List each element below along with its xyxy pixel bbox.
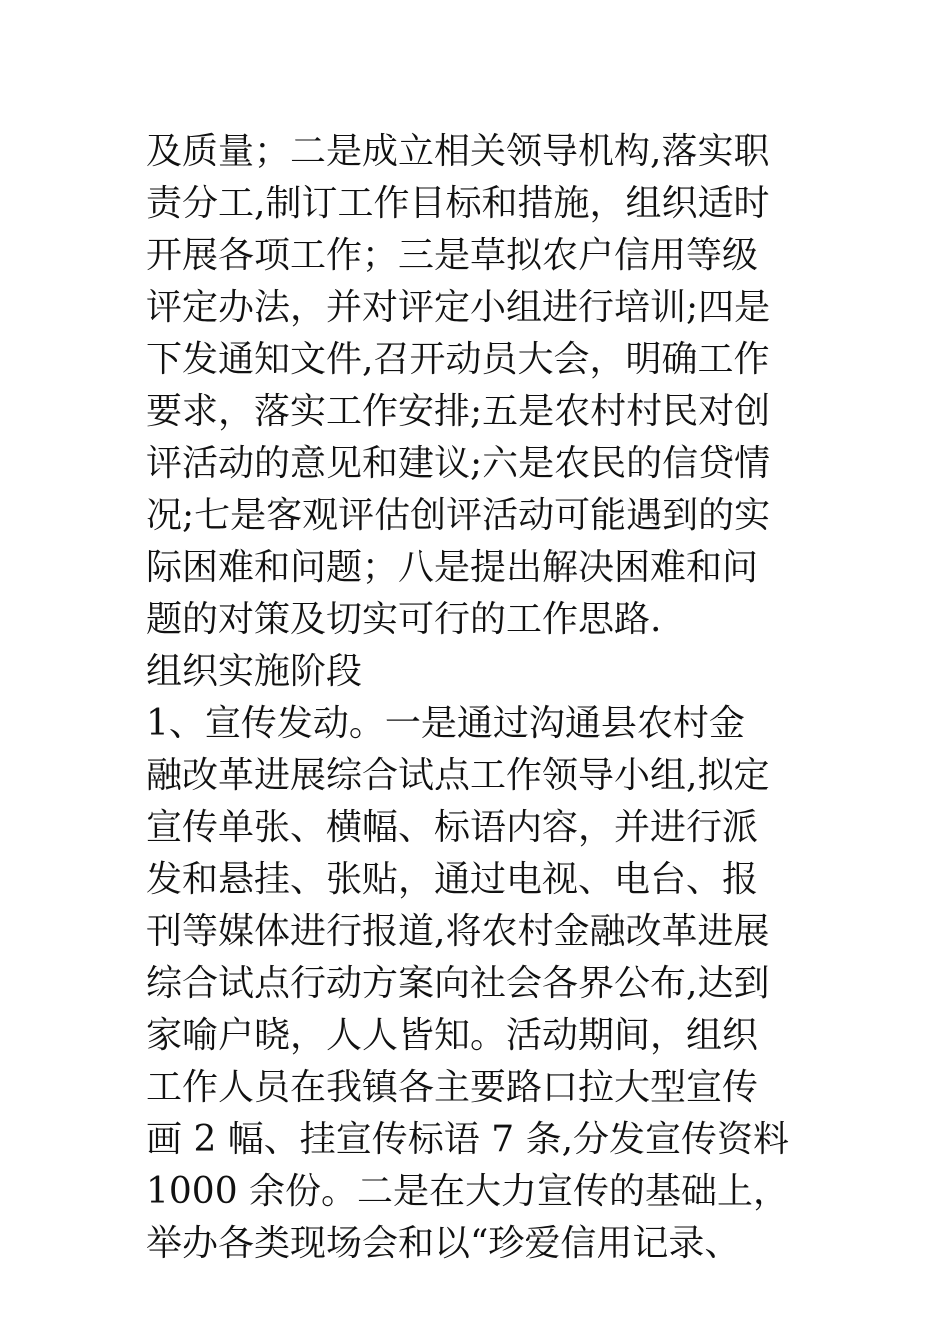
text-line: 题的对策及切实可行的工作思路.	[146, 599, 662, 640]
text-line: 评活动的意见和建议;六是农民的信贷情	[146, 443, 771, 484]
text-line: 评定办法，并对评定小组进行培训;四是	[146, 287, 771, 328]
text-line: 要求，落实工作安排;五是农村村民对创	[146, 391, 771, 432]
text-line: 综合试点行动方案向社会各界公布,达到	[146, 963, 770, 1004]
text-line: 宣传单张、横幅、标语内容，并进行派	[146, 807, 759, 848]
text-line: 1000 余份。二是在大力宣传的基础上，	[146, 1171, 790, 1212]
text-line: 及质量；二是成立相关领导机构,落实职	[146, 131, 770, 172]
text-line: 1、宣传发动。一是通过沟通县农村金	[146, 703, 745, 744]
text-line: 工作人员在我镇各主要路口拉大型宣传	[146, 1067, 759, 1108]
section-heading: 组织实施阶段	[146, 651, 363, 692]
text-line: 际困难和问题；八是提出解决困难和问	[146, 547, 759, 588]
text-line: 发和悬挂、张贴，通过电视、电台、报	[146, 859, 759, 900]
text-line: 画 2 幅、挂宣传标语 7 条,分发宣传资料	[146, 1119, 790, 1160]
text-line: 开展各项工作；三是草拟农户信用等级	[146, 235, 759, 276]
text-line: 况;七是客观评估创评活动可能遇到的实	[146, 495, 771, 536]
text-line: 家喻户晓，人人皆知。活动期间，组织	[146, 1015, 759, 1056]
text-line: 下发通知文件,召开动员大会，明确工作	[146, 339, 770, 380]
document-body	[146, 126, 808, 1270]
text-line: 刊等媒体进行报道,将农村金融改革进展	[146, 911, 770, 952]
text-line: 融改革进展综合试点工作领导小组,拟定	[146, 755, 770, 796]
text-line: 举办各类现场会和以“珍爱信用记录、	[146, 1223, 741, 1264]
text-line: 责分工,制订工作目标和措施，组织适时	[146, 183, 770, 224]
